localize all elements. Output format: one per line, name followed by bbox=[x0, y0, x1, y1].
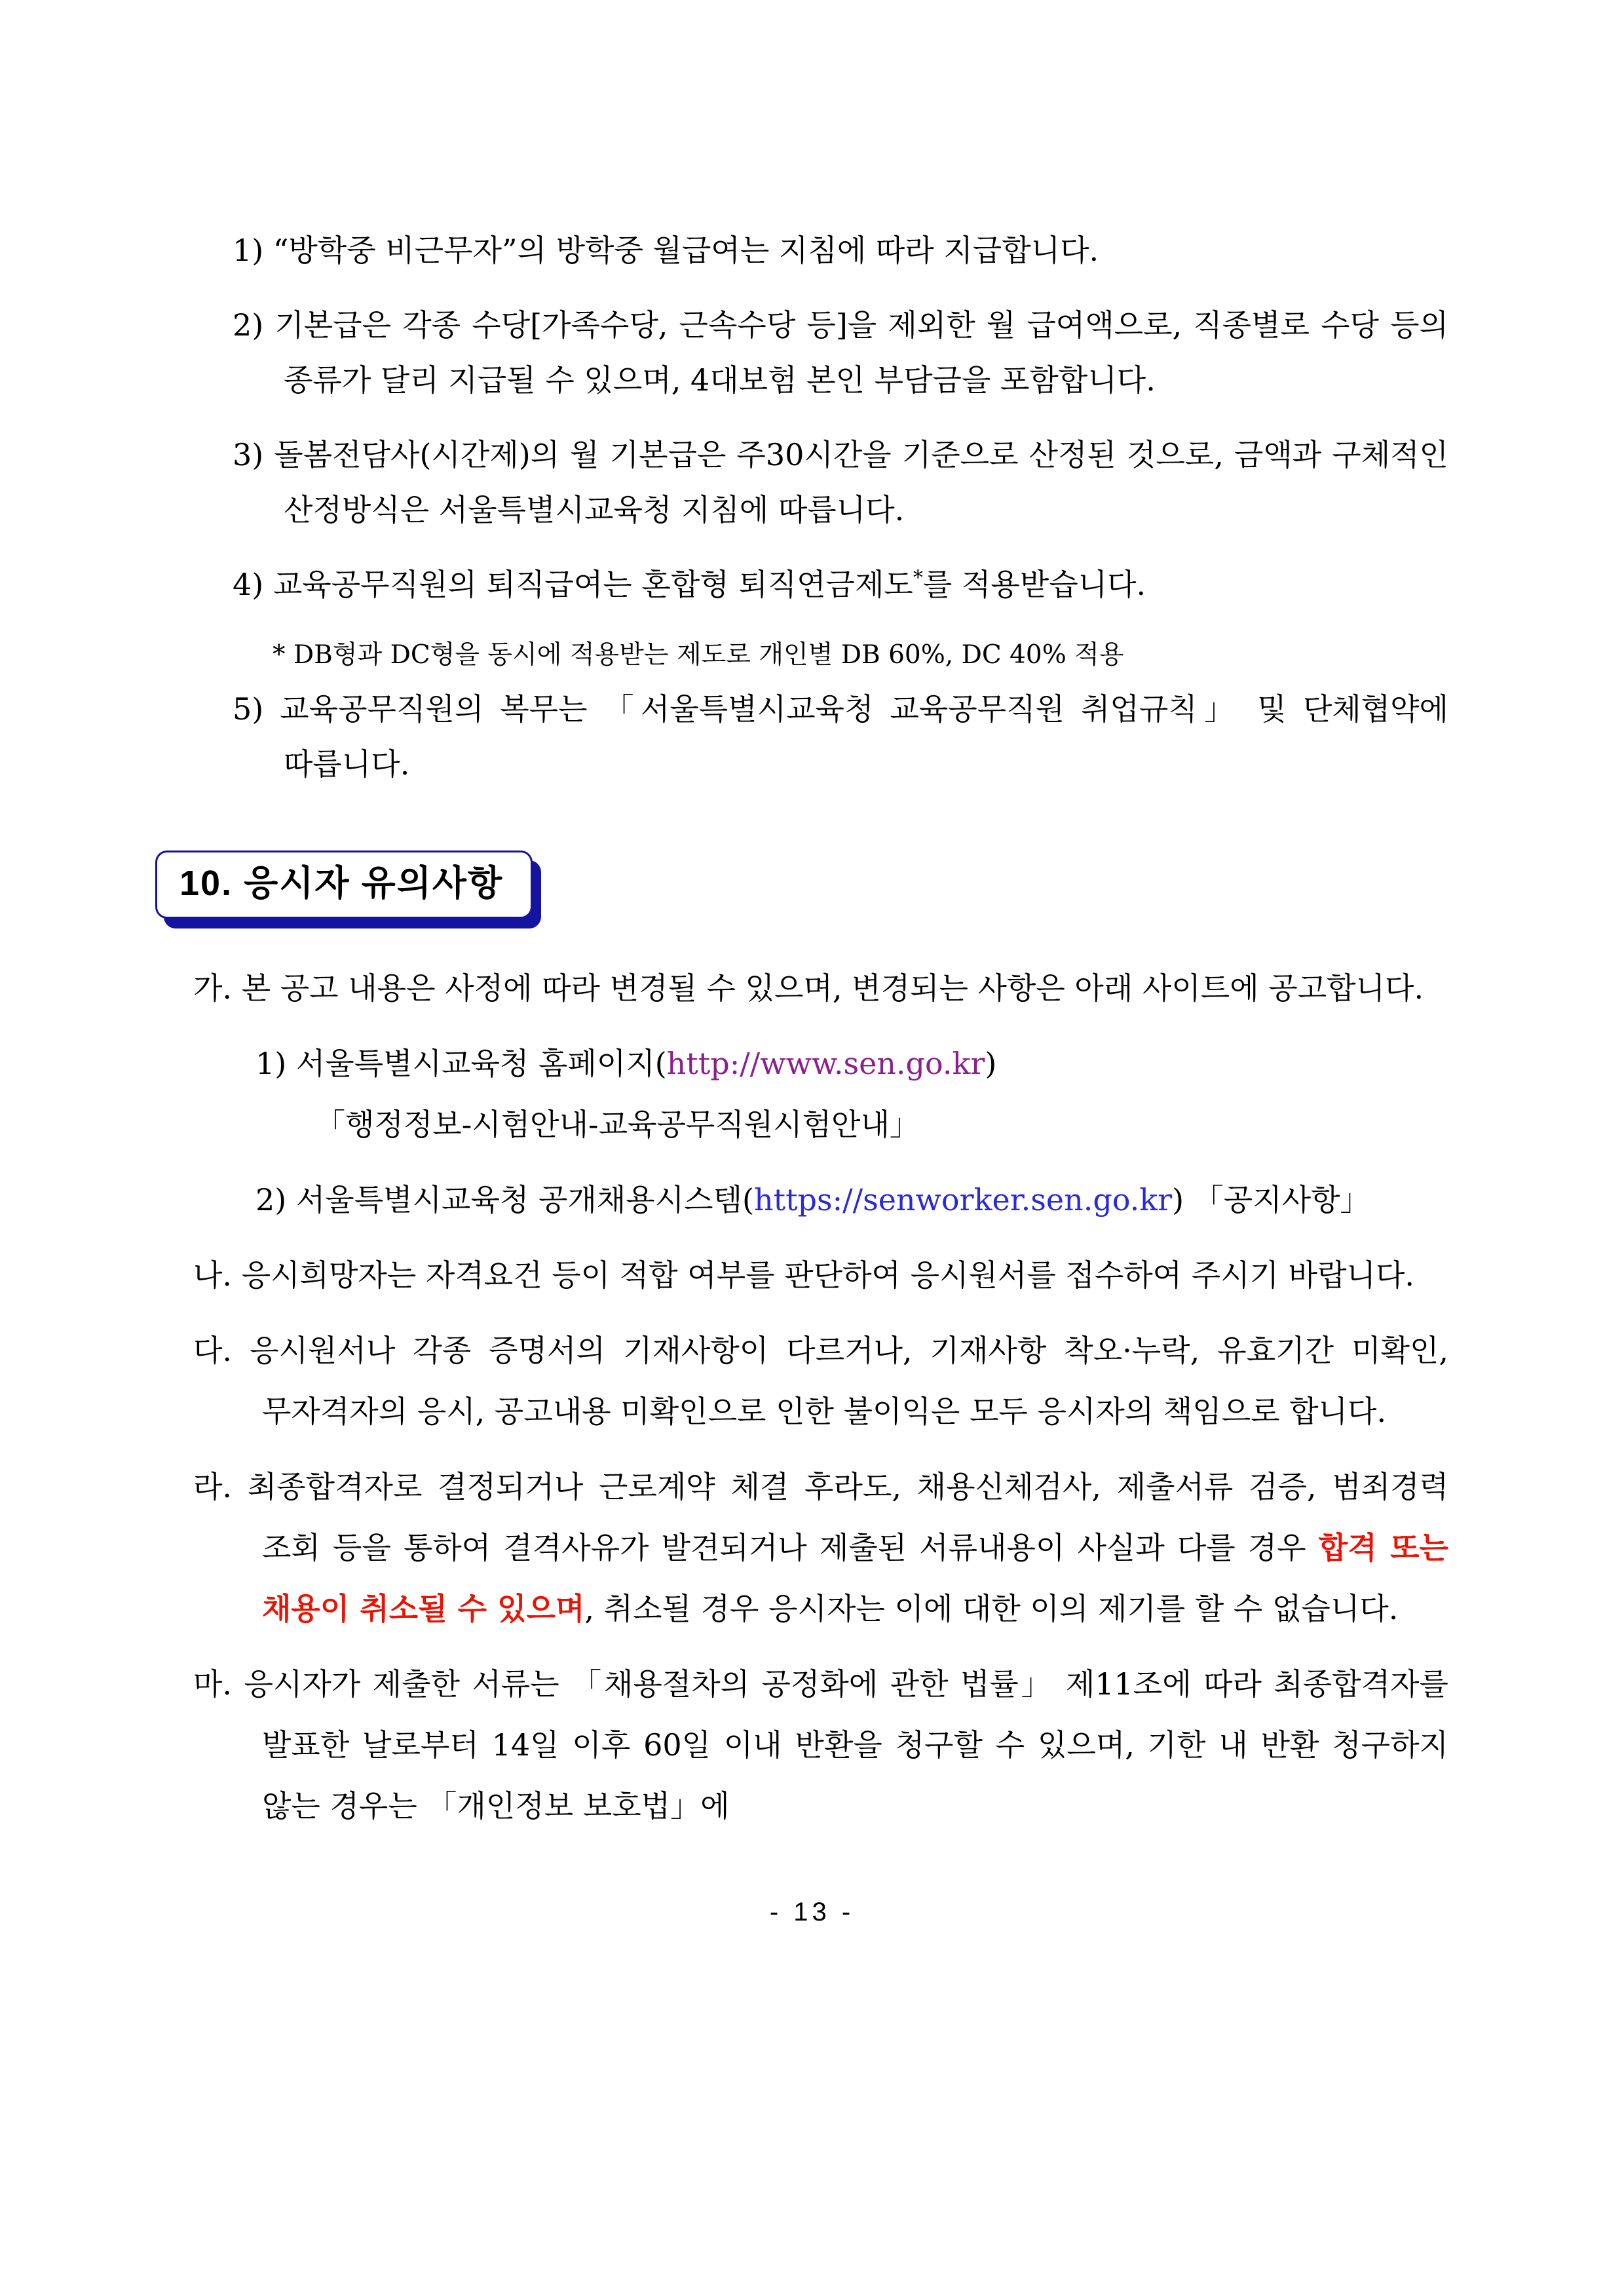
pay-note-item-1 bbox=[0, 223, 1448, 278]
list-marker: 5) bbox=[233, 691, 264, 727]
notice-marker: 마. bbox=[193, 1666, 233, 1702]
list-text: 돌봄전담사(시간제)의 월 기본급은 주30시간을 기준으로 산정된 것으로, 금액과 구체적인 산정방식은 서울특별시교육청 지침에 따릅니다. bbox=[274, 437, 1448, 527]
list-text: 교육공무직원의 퇴직급여는 혼합형 퇴직연금제도 bbox=[273, 567, 913, 602]
pay-note-item-4 bbox=[0, 557, 1448, 612]
list-marker: 3) bbox=[233, 437, 264, 472]
footnote-text: DB형과 DC형을 동시에 적용받는 제도로 개인별 DB 60%, DC 40% 적용 bbox=[293, 640, 1124, 670]
notice-text: 본 공고 내용은 사정에 따라 변경될 수 있으며, 변경되는 사항은 아래 사이트에 공고합니다. bbox=[241, 970, 1424, 1006]
pension-footnote bbox=[0, 632, 1448, 679]
list-marker: 1) bbox=[233, 233, 264, 268]
list-text: 를 적용받습니다. bbox=[922, 567, 1146, 602]
notice-ga-sub-1 bbox=[0, 1033, 1448, 1155]
footnote-asterisk: * bbox=[913, 566, 923, 590]
pay-note-item-2 bbox=[0, 297, 1448, 408]
sub-item-text: ) bbox=[985, 1046, 997, 1081]
list-marker: 4) bbox=[233, 567, 264, 602]
notice-text: 응시희망자는 자격요건 등이 적합 여부를 판단하여 응시원서를 접수하여 주시기 바랍니다. bbox=[241, 1257, 1415, 1293]
cancellation-warning-text: 합격 또는 채용이 취소될 수 있으며 bbox=[262, 1530, 1448, 1626]
notice-text: 응시원서나 각종 증명서의 기재사항이 다르거나, 기재사항 착오·누락, 유효기간 미확인, 무자격자의 응시, 공고내용 미확인으로 인한 불이익은 모두 응시자의 책임으로 합니다. bbox=[250, 1333, 1448, 1429]
page-number bbox=[0, 1896, 1624, 1928]
notice-ra bbox=[0, 1457, 1448, 1639]
list-marker: 2) bbox=[255, 1182, 287, 1217]
sub-item-menu-path: 「행정정보-시험안내-교육공무직원시험안내」 bbox=[315, 1107, 920, 1142]
page-number-text: - 13 - bbox=[769, 1898, 855, 1926]
section-header-title: 10. 응시자 유의사항 bbox=[179, 864, 504, 903]
list-marker: 1) bbox=[255, 1046, 287, 1081]
notice-marker: 가. bbox=[193, 970, 233, 1006]
sub-item-text: 서울특별시교육청 공개채용시스템( bbox=[295, 1182, 754, 1217]
section-header-box bbox=[155, 851, 533, 919]
notice-text: 최종합격자로 결정되거나 근로계약 체결 후라도, 채용신체검사, 제출서류 검증, 범죄경력 조회 등을 통하여 결격사유가 발견되거나 제출된 서류내용이 사실과 다를 경우 bbox=[247, 1469, 1449, 1565]
footnote-marker: * bbox=[273, 640, 286, 670]
list-text: “방학중 비근무자”의 방학중 월급여는 지침에 따라 지급합니다. bbox=[273, 233, 1099, 268]
notice-marker: 다. bbox=[193, 1333, 233, 1368]
notice-da bbox=[0, 1320, 1448, 1442]
senworker-link[interactable]: https://senworker.sen.go.kr bbox=[753, 1182, 1173, 1217]
sub-item-text: ) 「공지사항」 bbox=[1172, 1182, 1370, 1217]
pay-note-item-5 bbox=[0, 681, 1448, 792]
notice-ma bbox=[0, 1654, 1448, 1837]
pay-note-item-3 bbox=[0, 427, 1448, 537]
list-text: 기본급은 각종 수당[가족수당, 근속수당 등]을 제외한 월 급여액으로, 직종별로 수당 등의 종류가 달리 지급될 수 있으며, 4대보험 본인 부담금을 포함합니다. bbox=[274, 307, 1448, 398]
sen-homepage-link[interactable]: http://www.sen.go.kr bbox=[666, 1046, 985, 1081]
notice-ga-sub-2 bbox=[0, 1170, 1448, 1231]
notice-marker: 나. bbox=[193, 1257, 233, 1293]
notice-text: , 취소될 경우 응시자는 이에 대한 이의 제기를 할 수 없습니다. bbox=[584, 1591, 1399, 1626]
list-marker: 2) bbox=[233, 307, 264, 343]
pay-notes-section bbox=[0, 223, 1448, 792]
notice-marker: 라. bbox=[193, 1469, 233, 1504]
sub-item-text: 서울특별시교육청 홈페이지( bbox=[295, 1046, 667, 1081]
applicant-notices-section bbox=[0, 958, 1448, 1837]
notice-text: 응시자가 제출한 서류는 「채용절차의 공정화에 관한 법률」 제11조에 따라 최종합격자를 발표한 날로부터 14일 이후 60일 이내 반환을 청구할 수 있으며, 기한 내 반환 청구하지 않는 경우는 「개인정보 보호법」에 bbox=[244, 1666, 1448, 1824]
notice-na bbox=[0, 1245, 1448, 1306]
list-text: 교육공무직원의 복무는 「서울특별시교육청 교육공무직원 취업규칙」 및 단체협약에 따릅니다. bbox=[280, 691, 1448, 782]
section-header-wrap bbox=[155, 851, 1448, 919]
notice-ga bbox=[0, 958, 1448, 1019]
